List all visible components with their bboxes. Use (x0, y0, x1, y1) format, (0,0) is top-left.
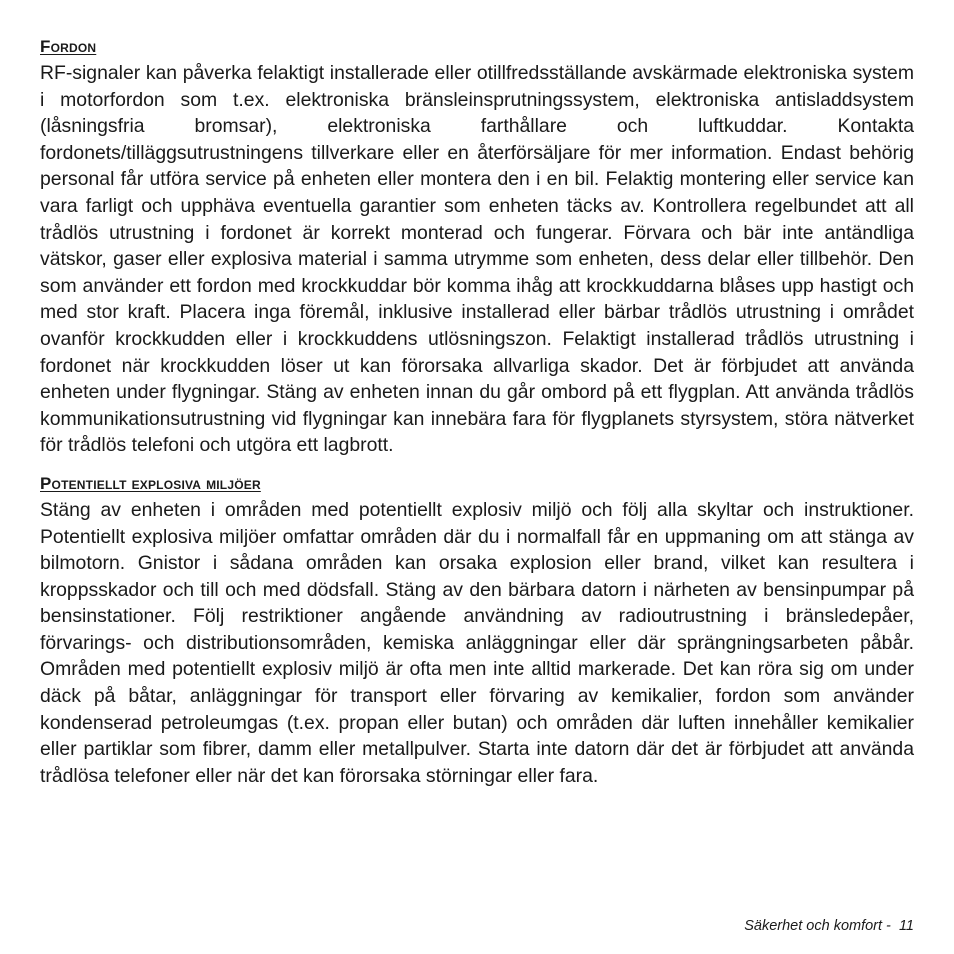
section-heading-fordon: Fordon (40, 37, 97, 56)
section-heading-explosiva-miljoer: Potentiellt explosiva miljöer (40, 473, 261, 493)
section-paragraph-fordon: RF-signaler kan påverka felaktigt installerade eller otillfredsställande avskärmade elektroniska system i motorfordon som t.ex. elektroniska bränsleinsprutningssystem, elektroniska antisladdsystem (låsningsfria bromsar), elektroniska farthållare och luftkuddar. Kontakta fordonets/tilläggsutrustningens tillverkare eller en återförsäljare för mer information. Endast behörig personal får utföra service på enheten eller montera den i en bil. Felaktig montering eller service kan vara farligt och upphäva eventuella garantier som enheten täcks av. Kontrollera regelbundet att all trådlös utrustning i fordonet är korrekt monterad och fungerar. Förvara och bär inte antändliga vätskor, gaser eller explosiva material i samma utrymme som enheten, dess delar eller tillbehör. Den som använder ett fordon med krockkuddar bör komma ihåg att krockkuddarna blåses upp hastigt och med stor kraft. Placera inga föremål, inklusive installerad eller bärbar trådlös utrustning i området ovanför krockkudden eller i krockkuddens utlösningszon. Felaktigt installerad trådlös utrustning i fordonet när krockkudden löser ut kan förorsaka allvarliga skador. Det är förbjudet att använda enheten under flygningar. Stäng av enheten innan du går ombord på ett flygplan. Att använda trådlös kommunikationsutrustning vid flygningar kan innebära fara för flygplanets styrsystem, störa nätverket för trådlös telefoni och utgöra ett lagbrott. (40, 62, 914, 457)
section-paragraph-explosiva-miljoer: Stäng av enheten i områden med potentiellt explosiv miljö och följ alla skyltar och instruktioner. Potentiellt explosiva miljöer omfattar områden där du i normalfall får en uppmaning om att stänga av bilmotorn. Gnistor i sådana områden kan orsaka explosion eller brand, vilket kan resultera i kroppsskador och till och med dödsfall. Stäng av den bärbara datorn i närheten av bensinpumpar på bensinstationer. Följ restriktioner angående användning av radioutrustning i bränsledepåer, förvarings- och distributionsområden, kemiska anläggningar eller där sprängningsarbeten påbår. Områden med potentiellt explosiv miljö är ofta men inte alltid markerade. Det kan röra sig om under däck på båtar, anläggningar för transport eller förvaring av kemikalier, fordon som använder kondenserad petroleumgas (t.ex. propan eller butan) och områden där luften innehåller kemikalier eller partiklar som fibrer, damm eller metallpulver. Starta inte datorn där det är förbjudet att använda trådlösa telefoner eller när det kan förorsaka störningar eller fara. (40, 498, 914, 787)
page-footer: Säkerhet och komfort - 11 (744, 918, 914, 934)
document-body (40, 34, 914, 789)
